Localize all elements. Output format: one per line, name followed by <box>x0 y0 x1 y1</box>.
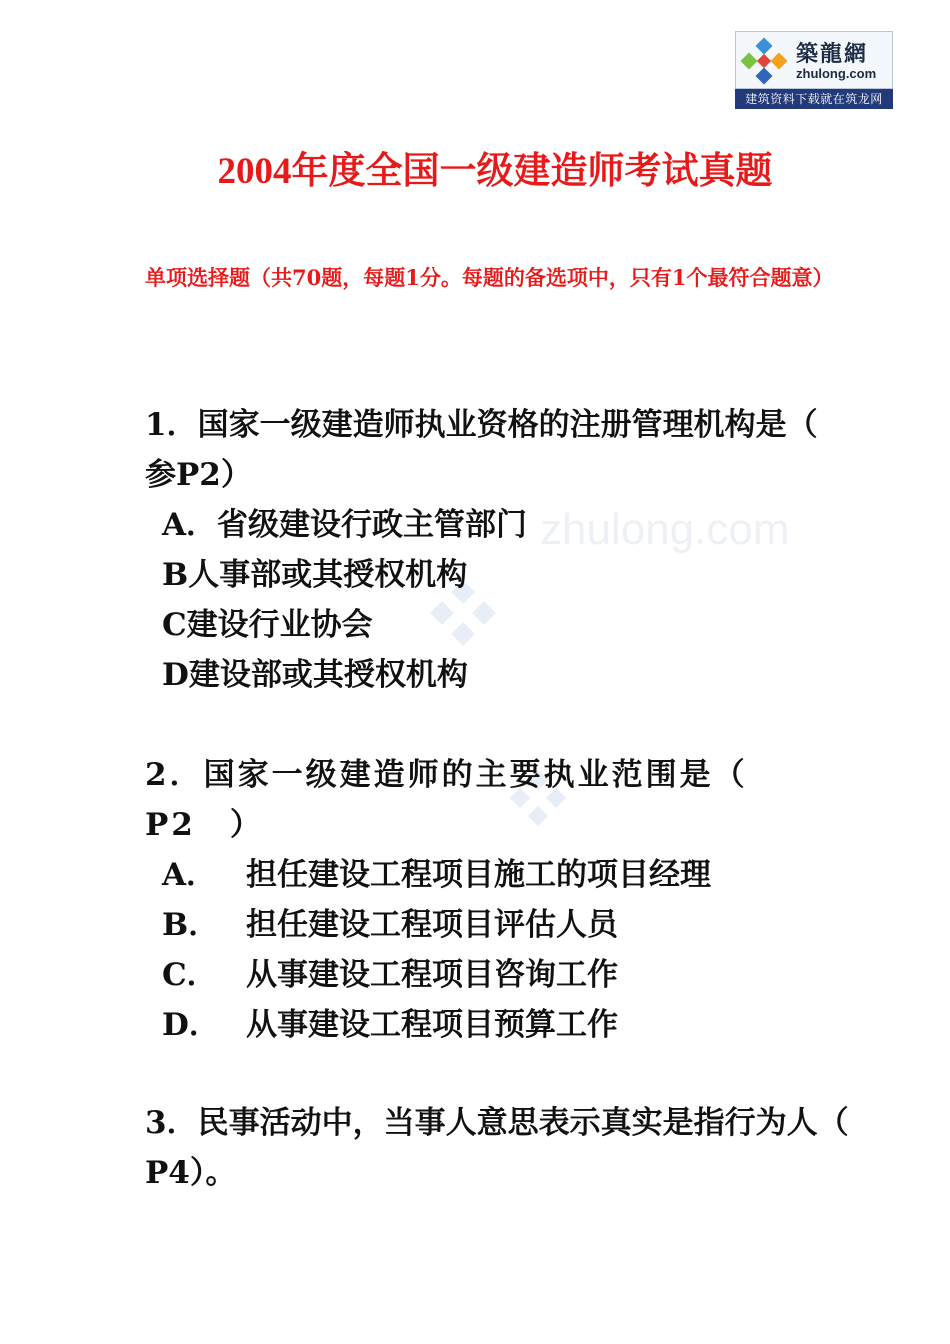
question-2-option-b <box>162 900 862 950</box>
question-1-option-d: D建设部或其授权机构 <box>162 657 468 693</box>
question-2-option-a <box>162 850 862 900</box>
logo-slogan: 建筑资料下载就在筑龙网 <box>735 89 893 109</box>
question-3-stem: 3．民事活动中，当事人意思表示真实是指行为人（ P4）。 <box>145 1105 880 1191</box>
option-key: A． <box>162 857 218 893</box>
question-1-option-c: C建设行业协会 <box>162 607 373 643</box>
page-title: 2004年度全国一级建造师考试真题 <box>217 151 773 192</box>
logo-domain: zhulong.com <box>796 66 877 81</box>
question-1-option-a: A．省级建设行政主管部门 <box>162 507 528 543</box>
option-text: 从事建设工程项目咨询工作 <box>246 957 618 993</box>
option-text: 担任建设工程项目评估人员 <box>246 907 618 943</box>
section-instructions: 单项选择题（共70题，每题1分。每题的备选项中，只有1个最符合题意） <box>145 265 834 290</box>
zhulong-logo <box>735 31 893 109</box>
logo-panel <box>735 31 893 89</box>
option-key: B． <box>162 907 220 943</box>
pinwheel-logo-icon <box>739 36 789 86</box>
option-text: 从事建设工程项目预算工作 <box>246 1007 618 1043</box>
option-text: 担任建设工程项目施工的项目经理 <box>246 857 711 893</box>
option-key: C． <box>162 957 218 993</box>
question-2-option-c <box>162 950 862 1000</box>
watermark-text: zhulong.com <box>540 505 790 554</box>
logo-name: 築龍網 <box>796 41 869 67</box>
question-1-stem: 1．国家一级建造师执业资格的注册管理机构是（ 参P2） <box>145 407 860 493</box>
question-2-stem: 2．国家一级建造师的主要执业范围是（ P2 ） <box>145 757 748 843</box>
option-key: D． <box>162 1007 220 1043</box>
question-2-option-d <box>162 1000 862 1050</box>
question-1-option-b: B人事部或其授权机构 <box>162 557 468 593</box>
